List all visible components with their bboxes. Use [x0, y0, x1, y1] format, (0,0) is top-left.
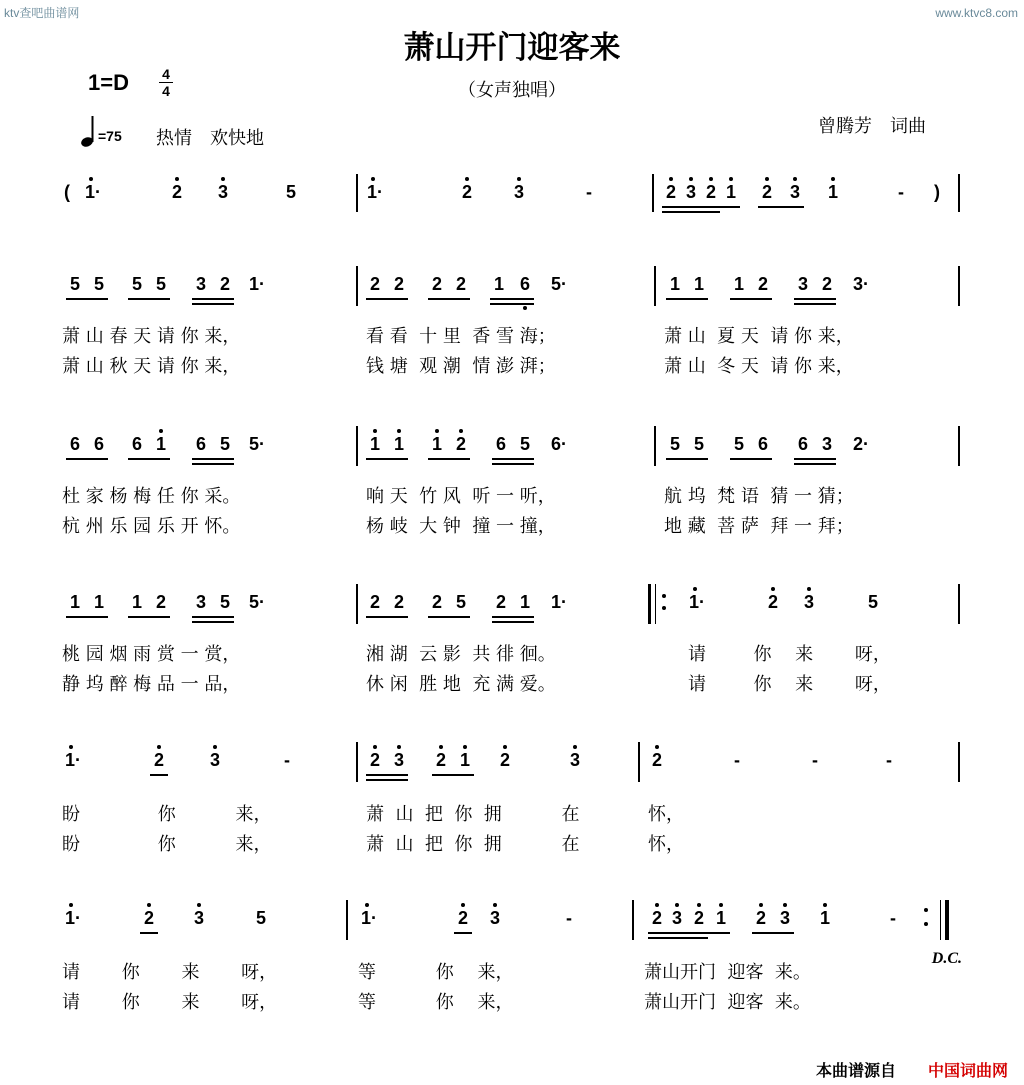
lyric-line: 湘 湖 云 影 共 徘 徊。	[366, 644, 556, 665]
barline	[958, 584, 960, 624]
beam	[140, 932, 158, 934]
beam	[794, 458, 836, 460]
note: 1	[669, 274, 680, 294]
time-signature	[156, 66, 176, 99]
note: 2	[648, 906, 666, 930]
note: -	[898, 182, 904, 202]
beam	[192, 458, 234, 460]
note: 2	[393, 274, 404, 294]
note: 2	[366, 748, 384, 772]
note: 2	[140, 906, 158, 930]
note: 1	[712, 906, 730, 930]
beam	[428, 458, 470, 460]
note: 6	[69, 434, 80, 454]
barline	[958, 426, 960, 466]
barline	[652, 174, 654, 212]
beam	[454, 932, 472, 934]
barline	[346, 900, 348, 940]
note: 1·	[248, 274, 265, 294]
note: 2	[431, 592, 442, 612]
note: 3	[206, 748, 224, 772]
tempo-value: =75	[98, 128, 122, 144]
lyric-line: 请 你 来 呀，	[688, 644, 891, 665]
source-site-link[interactable]: 中国词曲网	[928, 1061, 1009, 1080]
note: 3	[776, 906, 794, 930]
note: 1	[93, 592, 104, 612]
beam	[490, 303, 534, 305]
note: 1	[733, 274, 744, 294]
note: 6	[757, 434, 768, 454]
beam	[66, 458, 108, 460]
repeat-barline-thick	[945, 900, 949, 940]
note: 2	[455, 274, 466, 294]
beam	[366, 458, 408, 460]
note: 3	[786, 180, 804, 204]
author-credit: 曾腾芳 词曲	[818, 116, 926, 137]
note: 1	[152, 432, 170, 456]
note: 3	[682, 180, 700, 204]
note: -	[734, 750, 740, 770]
note: 2	[431, 274, 442, 294]
note: 2	[495, 592, 506, 612]
beam	[730, 458, 772, 460]
note: 1	[816, 906, 834, 930]
lyric-line: 地 藏 菩 萨 拜 一 拜；	[664, 516, 854, 537]
lyric-line: 盼 你 来，	[62, 834, 272, 855]
beam	[192, 463, 234, 465]
beam	[752, 932, 794, 934]
note: 2	[702, 180, 720, 204]
barline	[356, 742, 358, 782]
note: 6	[797, 434, 808, 454]
expression-mark: 热情 欢快地	[156, 128, 264, 149]
note: 6	[195, 434, 206, 454]
lyric-line: 萧山开门 迎客 来。	[644, 962, 811, 983]
lyric-line: 杭 州 乐 园 乐 开 怀。	[62, 516, 241, 537]
note: 5	[131, 274, 142, 294]
lyric-line: 请 你 来 呀，	[62, 962, 278, 983]
note: 5	[867, 592, 878, 612]
lyric-line: 萧 山 冬 天 请 你 来，	[664, 356, 854, 377]
note: 2	[219, 274, 230, 294]
note: 6	[93, 434, 104, 454]
barline	[958, 742, 960, 782]
score-row-1	[0, 272, 1024, 312]
repeat-dot	[924, 922, 928, 926]
note: -	[284, 750, 290, 770]
note: 1	[69, 592, 80, 612]
lyric-line: 等 你 来，	[358, 962, 514, 983]
note: 2	[369, 592, 380, 612]
beam	[366, 616, 408, 618]
lyric-line: 萧山开门 迎客 来。	[644, 992, 811, 1013]
note: 2	[764, 590, 782, 614]
repeat-dot	[662, 594, 666, 598]
note: 2	[432, 748, 450, 772]
barline	[356, 426, 358, 466]
beam	[730, 298, 772, 300]
note: 5	[93, 274, 104, 294]
note: 5	[455, 592, 466, 612]
repeat-dot	[662, 606, 666, 610]
beam	[366, 779, 408, 781]
note: 2	[452, 432, 470, 456]
note: )	[934, 182, 940, 202]
note: 2	[168, 180, 186, 204]
note: 2	[648, 748, 666, 772]
note: 6	[495, 434, 506, 454]
note: 2	[150, 748, 168, 772]
barline	[958, 174, 960, 212]
note: 5	[255, 908, 266, 928]
repeat-barline-thin	[940, 900, 941, 940]
note: 3	[195, 592, 206, 612]
note: 1	[390, 432, 408, 456]
note: 3	[797, 274, 808, 294]
source-label: 本曲谱源自	[816, 1061, 897, 1080]
song-title: 萧山开门迎客来	[403, 30, 621, 66]
lyric-line: 静 坞 醉 梅 品 一 品，	[62, 674, 241, 695]
score-row-0	[0, 180, 1024, 220]
song-subtitle: （女声独唱）	[458, 80, 566, 101]
note: 1	[722, 180, 740, 204]
lyric-line: 等 你 来，	[358, 992, 514, 1013]
beam	[492, 463, 534, 465]
beam	[366, 298, 408, 300]
watermark-right: www.ktvc8.com	[935, 6, 1018, 20]
note: 3	[214, 180, 232, 204]
note: 2	[155, 592, 166, 612]
note: 1	[131, 592, 142, 612]
lyric-line: 响 天 竹 风 听 一 听，	[366, 486, 556, 507]
note: -	[812, 750, 818, 770]
time-top: 4	[162, 66, 170, 82]
lyric-line: 萧 山 把 你 拥 在	[366, 834, 580, 855]
beam	[192, 303, 234, 305]
note: 6·	[550, 434, 567, 454]
beam	[366, 774, 408, 776]
note: 1	[519, 592, 530, 612]
repeat-barline-thin	[655, 584, 656, 624]
note: -	[586, 182, 592, 202]
beam	[492, 621, 534, 623]
barline	[958, 266, 960, 306]
barline	[356, 266, 358, 306]
lyric-line: 怀，	[648, 804, 684, 825]
note: 3	[800, 590, 818, 614]
note: 5	[69, 274, 80, 294]
lyric-line: 怀，	[648, 834, 684, 855]
score-row-4	[0, 748, 1024, 788]
beam	[192, 298, 234, 300]
note: 5·	[248, 434, 265, 454]
note: 2	[496, 748, 514, 772]
beam	[662, 211, 720, 213]
note: 5	[219, 434, 230, 454]
lyric-line: 杨 岐 大 钟 撞 一 撞，	[366, 516, 556, 537]
lyric-line: 萧 山 把 你 拥 在	[366, 804, 580, 825]
note: 2	[757, 274, 768, 294]
beam	[490, 298, 534, 300]
note: (	[64, 182, 70, 202]
beam	[648, 937, 708, 939]
note: 5	[669, 434, 680, 454]
note: 1	[428, 432, 446, 456]
beam	[492, 616, 534, 618]
barline	[654, 266, 656, 306]
note: 2	[752, 906, 770, 930]
note: 2	[821, 274, 832, 294]
note: 3·	[852, 274, 869, 294]
note: 5	[155, 274, 166, 294]
lyric-line: 萧 山 春 天 请 你 来，	[62, 326, 241, 347]
note: 3	[195, 274, 206, 294]
score-row-5	[0, 906, 1024, 946]
barline	[356, 584, 358, 624]
lyric-line: 请 你 来 呀，	[62, 992, 278, 1013]
beam	[662, 206, 740, 208]
beam	[128, 458, 170, 460]
beam	[128, 298, 170, 300]
beam	[128, 616, 170, 618]
repeat-barline-thick	[648, 584, 651, 624]
note: 1	[456, 748, 474, 772]
note: 1·	[64, 748, 82, 772]
note: -	[890, 908, 896, 928]
score-row-2	[0, 432, 1024, 472]
key-signature: 1=D	[88, 70, 129, 95]
beam	[758, 206, 804, 208]
note: 2	[662, 180, 680, 204]
note: 1	[824, 180, 842, 204]
note: 1·	[366, 180, 384, 204]
beam	[794, 298, 836, 300]
note: 3	[566, 748, 584, 772]
barline	[356, 174, 358, 212]
note: -	[886, 750, 892, 770]
beam	[66, 298, 108, 300]
note: 6	[516, 272, 534, 296]
note: 5·	[550, 274, 567, 294]
time-bottom: 4	[162, 83, 170, 99]
beam	[666, 458, 708, 460]
repeat-dot	[924, 908, 928, 912]
note: 5	[519, 434, 530, 454]
beam	[66, 616, 108, 618]
note: 6	[131, 434, 142, 454]
note: 2	[758, 180, 776, 204]
beam	[648, 932, 730, 934]
note: 5	[733, 434, 744, 454]
note: 1	[366, 432, 384, 456]
beam	[150, 774, 168, 776]
lyric-line: 桃 园 烟 雨 赏 一 赏，	[62, 644, 241, 665]
note: 1·	[64, 906, 82, 930]
note: 2	[369, 274, 380, 294]
note: 5	[693, 434, 704, 454]
note: 3	[390, 748, 408, 772]
lyric-line: 萧 山 夏 天 请 你 来，	[664, 326, 854, 347]
note: 2·	[852, 434, 869, 454]
beam	[428, 298, 470, 300]
barline	[632, 900, 634, 940]
note: 2	[454, 906, 472, 930]
lyric-line: 杜 家 杨 梅 任 你 采。	[62, 486, 241, 507]
note: 2	[393, 592, 404, 612]
beam	[192, 616, 234, 618]
note: 3	[190, 906, 208, 930]
beam	[666, 298, 708, 300]
lyric-line: 航 坞 梵 语 猜 一 猜；	[664, 486, 854, 507]
note: 3	[668, 906, 686, 930]
lyric-line: 钱 塘 观 潮 情 澎 湃；	[366, 356, 556, 377]
watermark-left: ktv查吧曲谱网	[4, 6, 80, 20]
note: 1·	[360, 906, 378, 930]
note: 3	[486, 906, 504, 930]
da-capo-mark: D.C.	[931, 950, 962, 967]
note: -	[566, 908, 572, 928]
lyric-line: 盼 你 来，	[62, 804, 272, 825]
lyric-line: 萧 山 秋 天 请 你 来，	[62, 356, 241, 377]
beam	[432, 774, 474, 776]
note: 1	[493, 274, 504, 294]
barline	[638, 742, 640, 782]
lyric-line: 休 闲 胜 地 充 满 爱。	[366, 674, 556, 695]
note: 5	[219, 592, 230, 612]
barline	[654, 426, 656, 466]
beam	[794, 303, 836, 305]
note: 2	[458, 180, 476, 204]
beam	[794, 463, 836, 465]
beam	[192, 621, 234, 623]
note: 1·	[550, 592, 567, 612]
note: 1·	[84, 180, 102, 204]
note: 1	[693, 274, 704, 294]
note: 1·	[688, 590, 706, 614]
beam	[492, 458, 534, 460]
note: 5	[285, 182, 296, 202]
beam	[428, 616, 470, 618]
note: 3	[821, 434, 832, 454]
note: 5·	[248, 592, 265, 612]
note: 3	[510, 180, 528, 204]
lyric-line: 看 看 十 里 香 雪 海；	[366, 326, 556, 347]
lyric-line: 请 你 来 呀，	[688, 674, 891, 695]
note: 2	[690, 906, 708, 930]
score-row-3	[0, 590, 1024, 630]
